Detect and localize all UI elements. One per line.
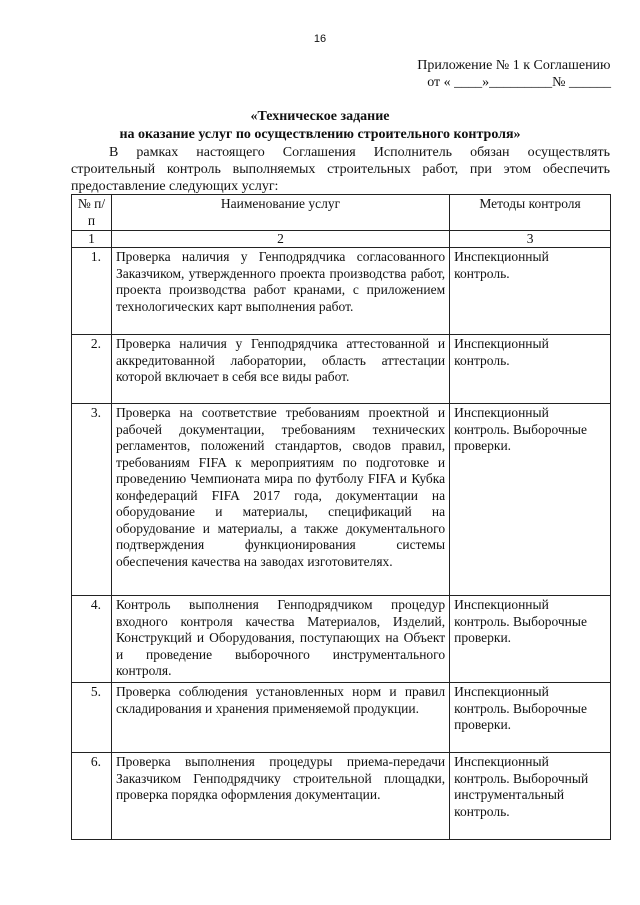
row-number: 6. [72, 753, 112, 840]
appendix-line-2: от « ____»_________№ ______ [427, 75, 611, 90]
header-service-name: Наименование услуг [111, 195, 449, 231]
table-row [72, 596, 611, 683]
row-number: 2. [72, 335, 112, 404]
service-name: Контроль выполнения Генподрядчиком процедур входного контроля качества Материалов, Изделий, Конструкций и Оборудования, поступающих на Объект и проведение выборочного инструментального контроля. [111, 596, 449, 683]
service-name: Проверка наличия у Генподрядчика аттестованной и аккредитованной лаборатории, область аттестации которой включает в себя все виды работ. [111, 335, 449, 404]
row-number: 5. [72, 683, 112, 753]
service-name: Проверка соблюдения установленных норм и правил складирования и хранения применяемой продукции. [111, 683, 449, 753]
service-name: Проверка наличия у Генподрядчика согласованного Заказчиком, утвержденного проекта производства работ, проекта производства работ кранами, с приложением технологических карт выполнения работ. [111, 248, 449, 335]
document-title-line-2: на оказание услуг по осуществлению строительного контроля» [119, 127, 521, 142]
row-number: 1. [72, 248, 112, 335]
control-method: Инспекционный контроль. Выборочные проверки. [450, 404, 611, 596]
control-method: Инспекционный контроль. Выборочный инструментальный контроль. [450, 753, 611, 840]
service-name: Проверка на соответствие требованиям проектной и рабочей документации, требованиям технических регламентов, положений стандартов, сводов правил, требованиям FIFA к мероприятиям по подготовке и проведению Чемпионата мира по футболу FIFA и Кубка конфедераций FIFA 2017 года, документации на оборудование и материалы, спецификаций на оборудование и материалы, а также документального подтверждения функционирования системы обеспечения качества на заводах изготовителях. [111, 404, 449, 596]
header-number: № п/п [72, 195, 112, 231]
header-control-methods: Методы контроля [450, 195, 611, 231]
intro-paragraph: В рамках настоящего Соглашения Исполнитель обязан осуществлять строительный контроль выполняемых строительных работ, при этом обеспечить предоставление следующих услуг: [71, 145, 610, 194]
row-number: 3. [72, 404, 112, 596]
control-method: Инспекционный контроль. [450, 248, 611, 335]
column-number: 3 [450, 231, 611, 248]
column-number: 2 [111, 231, 449, 248]
control-method: Инспекционный контроль. Выборочные проверки. [450, 683, 611, 753]
appendix-reference [417, 57, 611, 91]
column-number-row [72, 231, 611, 248]
table-row [72, 248, 611, 335]
control-method: Инспекционный контроль. [450, 335, 611, 404]
page-number: 16 [313, 33, 327, 45]
column-number: 1 [72, 231, 112, 248]
control-method: Инспекционный контроль. Выборочные проверки. [450, 596, 611, 683]
appendix-line-1: Приложение № 1 к Соглашению [417, 58, 611, 73]
table-row [72, 753, 611, 840]
services-table [71, 194, 611, 840]
table-row [72, 335, 611, 404]
table-row [72, 404, 611, 596]
document-title [0, 108, 640, 144]
table-row [72, 683, 611, 753]
document-title-line-1: «Техническое задание [250, 109, 390, 124]
service-name: Проверка выполнения процедуры приема-передачи Заказчиком Генподрядчику строительной площадки, проверка порядка оформления документации. [111, 753, 449, 840]
row-number: 4. [72, 596, 112, 683]
table-header-row [72, 195, 611, 231]
